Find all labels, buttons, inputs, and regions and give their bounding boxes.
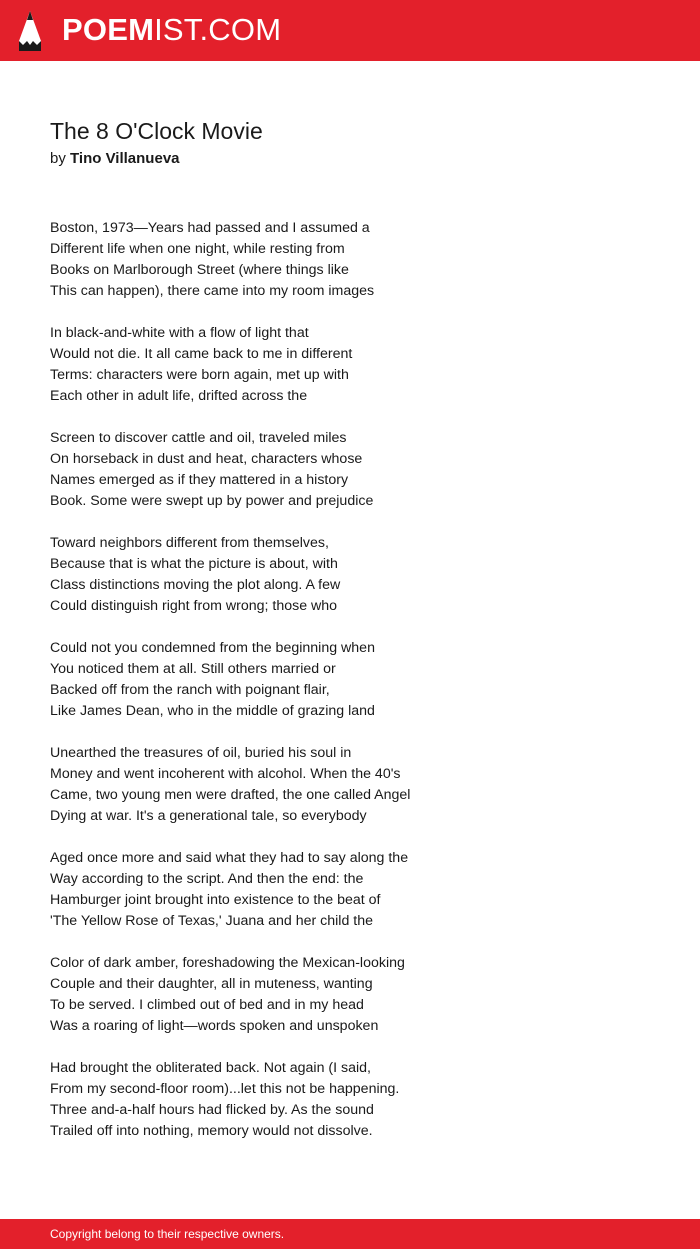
- poem-line: Trailed off into nothing, memory would not dissolve.: [50, 1123, 373, 1139]
- poem-line: Book. Some were swept up by power and prejudice: [50, 493, 374, 509]
- poem-title: The 8 O'Clock Movie: [50, 118, 263, 144]
- poem-line: Could not you condemned from the beginning when: [50, 640, 375, 656]
- by-label: by: [50, 150, 66, 167]
- poem-stanza: [50, 1058, 670, 1142]
- poem-line: Three and-a-half hours had flicked by. As the sound: [50, 1102, 374, 1118]
- logo-bold-text: POEM: [62, 12, 155, 47]
- poem-line: Names emerged as if they mattered in a history: [50, 472, 349, 488]
- byline: [50, 148, 180, 170]
- poem-line: Like James Dean, who in the middle of grazing land: [50, 703, 375, 719]
- poem-line: This can happen), there came into my room images: [50, 283, 375, 299]
- poem-stanza: [50, 323, 670, 407]
- poem-line: Had brought the obliterated back. Not again (I said,: [50, 1060, 371, 1076]
- poem-line: Unearthed the treasures of oil, buried his soul in: [50, 745, 352, 761]
- poem-stanza: [50, 743, 670, 827]
- poem-line: To be served. I climbed out of bed and in my head: [50, 997, 364, 1013]
- poem-line: Money and went incoherent with alcohol. When the 40's: [50, 766, 401, 782]
- poem-line: Different life when one night, while resting from: [50, 241, 345, 257]
- poem-line: Each other in adult life, drifted across the: [50, 388, 308, 404]
- poem-line: You noticed them at all. Still others married or: [50, 661, 336, 677]
- poem-stanza: [50, 848, 670, 932]
- poem-line: Could distinguish right from wrong; those who: [50, 598, 338, 614]
- poem-line: From my second-floor room)...let this not be happening.: [50, 1081, 400, 1097]
- poem-line: Class distinctions moving the plot along. A few: [50, 577, 341, 593]
- poem-line: Terms: characters were born again, met up with: [50, 367, 349, 383]
- poem-line: Color of dark amber, foreshadowing the Mexican-looking: [50, 955, 405, 971]
- poem-line: Aged once more and said what they had to say along the: [50, 850, 409, 866]
- author-name: Tino Villanueva: [70, 150, 180, 167]
- poem-line: Screen to discover cattle and oil, traveled miles: [50, 430, 347, 446]
- poem-line: Books on Marlborough Street (where things like: [50, 262, 349, 278]
- poem-line: Dying at war. It's a generational tale, so everybody: [50, 808, 367, 824]
- poem-line: Would not die. It all came back to me in different: [50, 346, 353, 362]
- poem-line: Because that is what the picture is about, with: [50, 556, 338, 572]
- site-logo[interactable]: [62, 12, 281, 48]
- site-header: [0, 0, 700, 61]
- poem-body: [50, 218, 670, 1163]
- logo-light-text: IST.COM: [154, 12, 282, 47]
- poem-line: Hamburger joint brought into existence to the beat of: [50, 892, 381, 908]
- poem-line: Toward neighbors different from themselves,: [50, 535, 329, 551]
- poem-stanza: [50, 953, 670, 1037]
- poem-line: Came, two young men were drafted, the one called Angel: [50, 787, 411, 803]
- poem-line: Backed off from the ranch with poignant flair,: [50, 682, 330, 698]
- poem-stanza: [50, 638, 670, 722]
- poem-stanza: [50, 428, 670, 512]
- pencil-icon[interactable]: [18, 10, 42, 52]
- poem-line: Was a roaring of light—words spoken and unspoken: [50, 1018, 379, 1034]
- poem-line: Boston, 1973—Years had passed and I assumed a: [50, 220, 370, 236]
- poem-line: On horseback in dust and heat, characters whose: [50, 451, 363, 467]
- site-footer: [0, 1219, 700, 1249]
- poem-stanza: [50, 533, 670, 617]
- poem-line: Couple and their daughter, all in muteness, wanting: [50, 976, 373, 992]
- poem-line: In black-and-white with a flow of light that: [50, 325, 309, 341]
- poem-line: 'The Yellow Rose of Texas,' Juana and her child the: [50, 913, 374, 929]
- copyright-text: Copyright belong to their respective owners.: [50, 1227, 285, 1241]
- poem-stanza: [50, 218, 670, 302]
- poem-line: Way according to the script. And then the end: the: [50, 871, 364, 887]
